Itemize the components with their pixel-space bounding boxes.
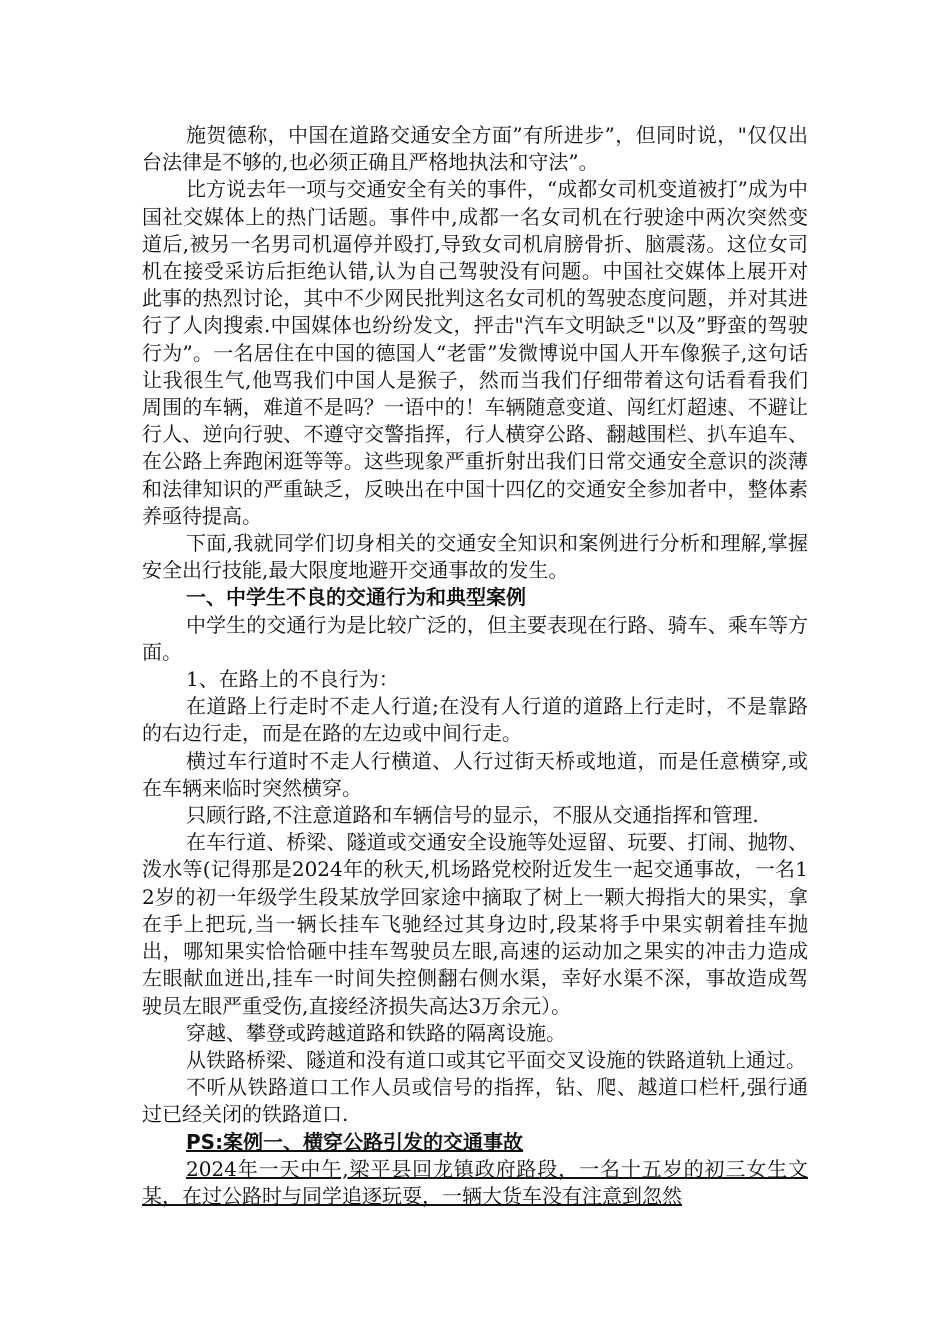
paragraph-railway-crossing: 不听从铁路道口工作人员或信号的指挥，钻、爬、越道口栏杆,强行通过已经关闭的铁路道口. — [142, 1075, 808, 1127]
case-body: 2024年一天中午,梁平县回龙镇政府路段，一名十五岁的初三女生文某，在过公路时与同学追逐玩耍，一辆大货车没有注意到忽然 — [142, 1156, 808, 1208]
paragraph-playing-case: 在车行道、桥梁、隧道或交通安全设施等处逗留、玩要、打闹、抛物、泼水等(记得那是2024年的秋天,机场路党校附近发生一起交通事故，一名12岁的初一年级学生段某放学回家途中摘取了树上一颗大拇指大的果实，拿在手上把玩,当一辆长挂车飞驰经过其身边时,段某将手中果实朝着挂车抛出，哪知果实恰恰砸中挂车驾驶员左眼,高速的运动加之果实的冲击力造成左眼献血迸出,挂车一时间失控侧翻右侧水渠，幸好水渠不深，事故造成驾驶员左眼严重受伤,直接经济损失高达3万余元）。 — [142, 830, 808, 1018]
document-body — [142, 122, 808, 1210]
paragraph-overview: 中学生的交通行为是比较广泛的，但主要表现在行路、骑车、乘车等方面。 — [142, 612, 808, 664]
case-title: PS:案例一、横穿公路引发的交通事故 — [186, 1129, 524, 1154]
paragraph-crossing: 横过车行道时不走人行横道、人行过街天桥或地道，而是任意横穿,或在车辆来临时突然横穿。 — [142, 748, 808, 800]
paragraph-quote: 施贺德称，中国在道路交通安全方面”有所进步”，但同时说，"仅仅出台法律是不够的,也必须正确且严格地执法和守法”。 — [142, 123, 808, 175]
paragraph-chengdu-incident: 比方说去年一项与交通安全有关的事件，“成都女司机变道被打”成为中国社交媒体上的热门话题。事件中,成都一名女司机在行驶途中两次突然变道后,被另一名男司机逼停并殴打,导致女司机肩膀骨折、脑震荡。这位女司机在接受采访后拒绝认错,认为自己驾驶没有问题。中国社交媒体上展开对此事的热烈讨论，其中不少网民批判这名女司机的驾驶态度问题，并对其进行了人肉搜索.中国媒体也纷纷发文，抨击"汽车文明缺乏"以及”野蛮的驾驶行为”。一名居住在中国的德国人“老雷”发微博说中国人开车像猴子,这句话让我很生气,他骂我们中国人是猴子，然而当我们仔细带着这句话看看我们周围的车辆，难道不是吗？一语中的！车辆随意变道、闯红灯超速、不避让行人、逆向行驶、不遵守交警指挥，行人横穿公路、翻越围栏、扒车追车、在公路上奔跑闲逛等等。这些现象严重折射出我们日常交通安全意识的淡薄和法律知识的严重缺乏，反映出在中国十四亿的交通安全参加者中，整体素养亟待提高。 — [142, 177, 808, 528]
paragraph-barriers: 穿越、攀登或跨越道路和铁路的隔离设施。 — [186, 1020, 566, 1045]
paragraph-railway: 从铁路桥梁、隧道和没有道口或其它平面交叉设施的铁路道轨上通过。 — [186, 1047, 806, 1072]
paragraph-signals: 只顾行路,不注意道路和车辆信号的显示，不服从交通指挥和管理. — [186, 803, 759, 828]
paragraph-sidewalk: 在道路上行走时不走人行道;在没有人行道的道路上行走时，不是靠路的右边行走，而是在路的左边或中间行走。 — [142, 694, 808, 746]
section-heading: 一、中学生不良的交通行为和典型案例 — [186, 585, 526, 610]
paragraph-introduction: 下面,我就同学们切身相关的交通安全知识和案例进行分析和理解,掌握安全出行技能,最大限度地避开交通事故的发生。 — [142, 531, 808, 583]
paragraph-subheading-walking: 1、在路上的不良行为： — [186, 667, 399, 692]
